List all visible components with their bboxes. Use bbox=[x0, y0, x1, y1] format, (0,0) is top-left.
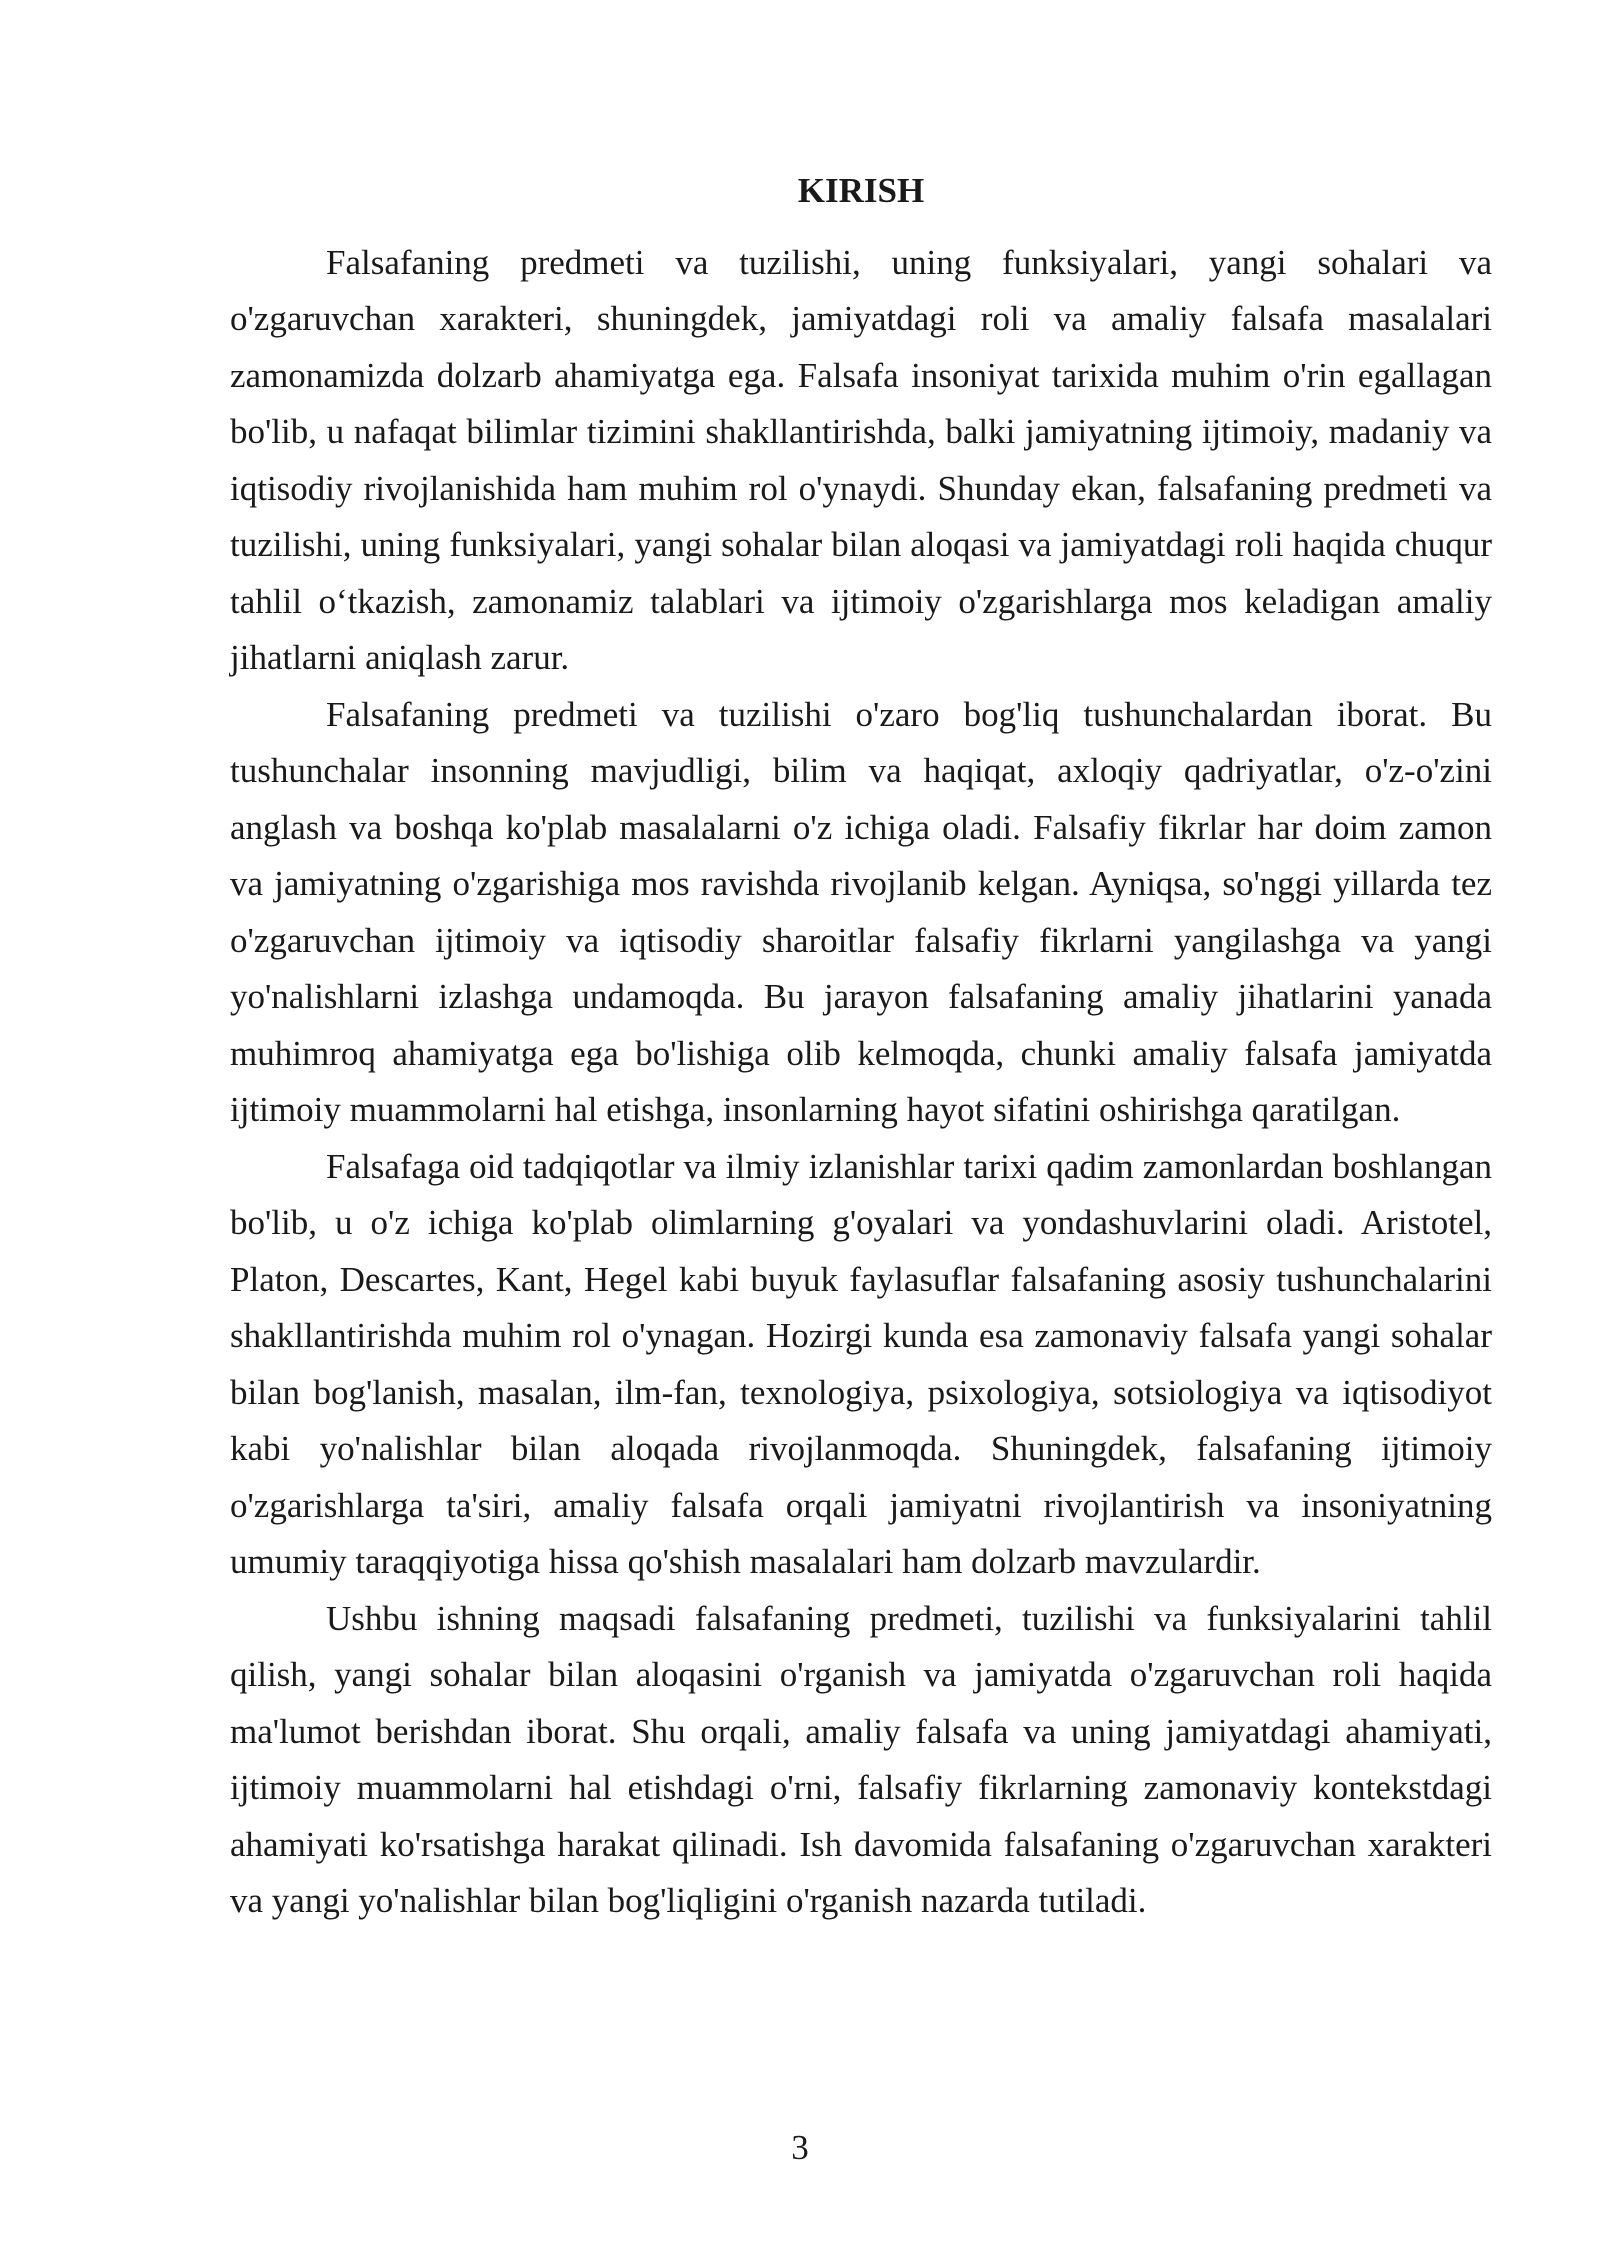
page-number: 3 bbox=[791, 2128, 809, 2167]
paragraph-3: Falsafaga oid tadqiqotlar va ilmiy izlanishlar tarixi qadim zamonlardan boshlangan bo'lib, u o'z ichiga ko'plab olimlarning g'oyalari va yondashuvlarini oladi. Aristotel, Platon, Descartes, Kant, Hegel kabi buyuk faylasuflar falsafaning asosiy tushunchalarini shakllantirishda muhim rol o'ynagan. Hozirgi kunda esa zamonaviy falsafa yangi sohalar bilan bog'lanish, masalan, ilm-fan, texnologiya, psixologiya, sotsiologiya va iqtisodiyot kabi yo'nalishlar bilan aloqada rivojlanmoqda. Shuningdek, falsafaning ijtimoiy o'zgarishlarga ta'siri, amaliy falsafa orqali jamiyatni rivojlantirish va insoniyatning umumiy taraqqiyotiga hissa qo'shish masalalari ham dolzarb mavzulardir. bbox=[230, 1146, 1492, 1581]
page-title: KIRISH bbox=[797, 171, 925, 210]
paragraph-2: Falsafaning predmeti va tuzilishi o'zaro bog'liq tushunchalardan iborat. Bu tushunchalar insonning mavjudligi, bilim va haqiqat, axloqiy qadriyatlar, o'z-o'zini anglash va boshqa ko'plab masalalarni o'z ichiga oladi. Falsafiy fikrlar har doim zamon va jamiyatning o'zgarishiga mos ravishda rivojlanib kelgan. Ayniqsa, so'nggi yillarda tez o'zgaruvchan ijtimoiy va iqtisodiy sharoitlar falsafiy fikrlarni yangilashga va yangi yo'nalishlarni izlashga undamoqda. Bu jarayon falsafaning amaliy jihatlarini yanada muhimroq ahamiyatga ega bo'lishiga olib kelmoqda, chunki amaliy falsafa jamiyatda ijtimoiy muammolarni hal etishga, insonlarning hayot sifatini oshirishga qaratilgan. bbox=[230, 694, 1492, 1129]
paragraph-4: Ushbu ishning maqsadi falsafaning predmeti, tuzilishi va funksiyalarini tahlil qilish, yangi sohalar bilan aloqasini o'rganish va jamiyatda o'zgaruvchan roli haqida ma'lumot berishdan iborat. Shu orqali, amaliy falsafa va uning jamiyatdagi ahamiyati, ijtimoiy muammolarni hal etishdagi o'rni, falsafiy fikrlarning zamonaviy kontekstdagi ahamiyati ko'rsatishga harakat qilinadi. Ish davomida falsafaning o'zgaruvchan xarakteri va yangi yo'nalishlar bilan bog'liqligini o'rganish nazarda tutiladi. bbox=[230, 1598, 1492, 1920]
page-content bbox=[230, 160, 1492, 1930]
paragraph-1: Falsafaning predmeti va tuzilishi, uning funksiyalari, yangi sohalari va o'zgaruvchan xarakteri, shuningdek, jamiyatdagi roli va amaliy falsafa masalalari zamonamizda dolzarb ahamiyatga ega. Falsafa insoniyat tarixida muhim o'rin egallagan bo'lib, u nafaqat bilimlar tizimini shakllantirishda, balki jamiyatning ijtimoiy, madaniy va iqtisodiy rivojlanishida ham muhim rol o'ynaydi. Shunday ekan, falsafaning predmeti va tuzilishi, uning funksiyalari, yangi sohalar bilan aloqasi va jamiyatdagi roli haqida chuqur tahlil o‘tkazish, zamonamiz talablari va ijtimoiy o'zgarishlarga mos keladigan amaliy jihatlarni aniqlash zarur. bbox=[230, 242, 1492, 677]
